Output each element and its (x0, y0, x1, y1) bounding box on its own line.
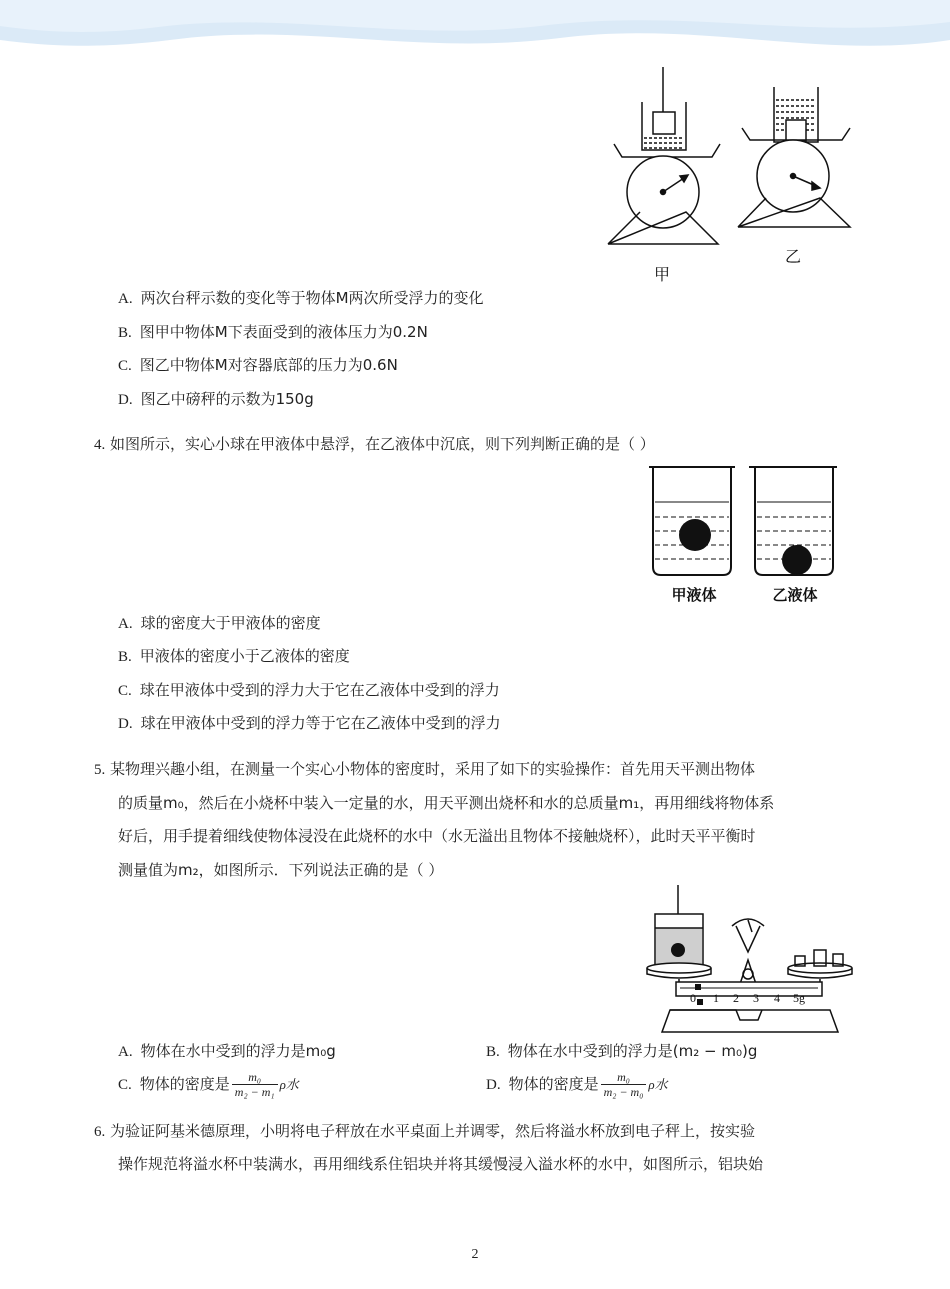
q6-stem-line-2: 操作规范将溢水杯中装满水，再用细线系住铝块并将其缓慢浸入溢水杯的水中，如图所示，铝块始 (118, 1155, 764, 1173)
q6-stem-line-1: 6. 为验证阿基米德原理，小明将电子秤放在水平桌面上并调零，然后将溢水杯放到电子秤上，按实验 (94, 1122, 756, 1140)
fig-label-yi-liquid: 乙液体 (772, 586, 818, 604)
q3-option-b: B. 图甲中物体M下表面受到的液体压力为0.2N (118, 323, 428, 341)
q5-stem-line-4: 测量值为m₂，如图所示．下列说法正确的是（ ） (118, 861, 444, 879)
scale-tick-0: 0 (690, 991, 696, 1005)
q5-option-a: A. 物体在水中受到的浮力是m₀g (118, 1042, 336, 1060)
scale-tick-1: 1 (713, 991, 719, 1005)
q5-option-d-fraction: $\frac{\text{m₀}}{\text{m₂ − m₀}}$ (601, 1070, 647, 1099)
q5-option-c-fraction: $\frac{\text{m₀}}{\text{m₂ − m₁}}$ (232, 1070, 278, 1099)
q4-option-d: D. 球在甲液体中受到的浮力等于它在乙液体中受到的浮力 (118, 714, 501, 732)
q3-option-d: D. 图乙中磅秤的示数为150g (118, 390, 314, 408)
q4-option-b: B. 甲液体的密度小于乙液体的密度 (118, 647, 350, 665)
page-number: 2 (471, 1247, 479, 1262)
header-wave-decoration (0, 0, 950, 70)
scale-tick-2: 2 (733, 991, 739, 1005)
q4-option-a: A. 球的密度大于甲液体的密度 (118, 614, 321, 632)
q5-stem-line-2: 的质量m₀，然后在小烧杯中装入一定量的水，用天平测出烧杯和水的总质量m₁，再用细线将物体系 (118, 794, 775, 812)
q5-option-d: D. 物体的密度是 $\frac{\text{m₀}}{\text{m₂ − m₀}}$ ρ水 (486, 1070, 668, 1099)
q4-stem: 4. 如图所示，实心小球在甲液体中悬浮，在乙液体中沉底，则下列判断正确的是（ ） (94, 435, 655, 453)
q3-scales-figure (600, 62, 860, 287)
q5-option-b: B. 物体在水中受到的浮力是(m₂ − m₀)g (486, 1042, 758, 1060)
q5-option-c: C. 物体的密度是 $\frac{\text{m₀}}{\text{m₂ − m₁}}$ ρ水 (118, 1070, 299, 1099)
fig-label-jia: 甲 (653, 265, 671, 284)
q5-balance-figure (640, 882, 860, 1037)
scale-tick-4: 4 (774, 991, 780, 1005)
scale-tick-5g: 5g (793, 991, 805, 1005)
q3-option-c: C. 图乙中物体M对容器底部的压力为0.6N (118, 356, 398, 374)
q5-stem-line-1: 5. 某物理兴趣小组，在测量一个实心小物体的密度时，采用了如下的实验操作：首先用天平测出物体 (94, 760, 756, 778)
fig-label-jia-liquid: 甲液体 (671, 586, 717, 604)
q4-option-c: C. 球在甲液体中受到的浮力大于它在乙液体中受到的浮力 (118, 681, 500, 699)
q4-beakers-figure (645, 462, 845, 607)
q3-option-a: A. 两次台秤示数的变化等于物体M两次所受浮力的变化 (118, 289, 484, 307)
scale-tick-3: 3 (753, 991, 759, 1005)
q5-stem-line-3: 好后，用手提着细线使物体浸没在此烧杯的水中（水无溢出且物体不接触烧杯），此时天平平衡时 (118, 827, 756, 845)
fig-label-yi: 乙 (784, 247, 802, 266)
